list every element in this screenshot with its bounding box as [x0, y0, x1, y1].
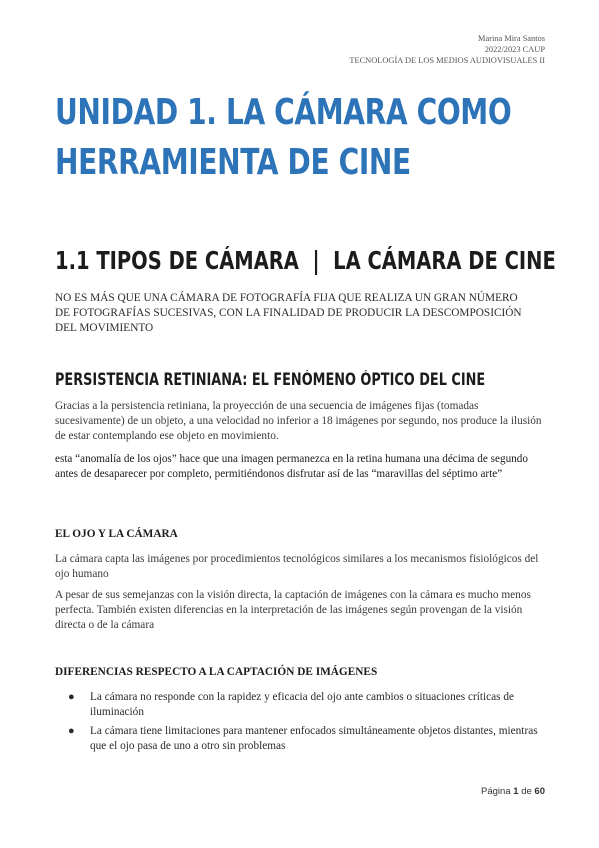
differences-heading: DIFERENCIAS RESPECTO A LA CAPTACIÓN DE IMÁGENES	[55, 666, 378, 678]
eye-heading: EL OJO Y LA CÁMARA	[55, 528, 178, 540]
intro-paragraph: NO ES MÁS QUE UNA CÁMARA DE FOTOGRAFÍA FIJA QUE REALIZA UN GRAN NÚMERO DE FOTOGRAFÍAS SUCESIVAS, CON LA FINALIDAD DE PRODUCIR LA DESCOMPOSICIÓN DEL MOVIMIENTO	[55, 292, 522, 334]
list-item-text: La cámara tiene limitaciones para mantener enfocados simultáneamente objetos distantes, mientras que el ojo pasa de uno a otro sin problemas	[90, 725, 538, 752]
subsection-heading: PERSISTENCIA RETINIANA: EL FENÓMENO ÓPTICO DEL CINE	[55, 370, 486, 389]
page-header	[349, 33, 545, 66]
page-current: 1	[513, 786, 519, 797]
header-subject: TECNOLOGÍA DE LOS MEDIOS AUDIOVISUALES II	[349, 56, 545, 65]
title-line-2: HERRAMIENTA DE CINE	[55, 142, 411, 183]
page-label: Página	[481, 786, 511, 797]
page-total: 60	[534, 786, 545, 797]
title-line-1: UNIDAD 1. LA CÁMARA COMO	[55, 92, 512, 133]
section-heading: 1.1 TIPOS DE CÁMARA | LA CÁMARA DE CINE	[55, 246, 556, 275]
bullet-icon: ●	[68, 691, 75, 703]
of-label: de	[521, 786, 532, 797]
document-title	[55, 88, 512, 188]
header-author: Marina Mira Santos	[478, 34, 545, 43]
list-item	[55, 690, 547, 720]
eye-paragraph-1: La cámara capta las imágenes por procedimientos tecnológicos similares a los mecanismos fisiológicos del ojo humano	[55, 553, 539, 581]
persistence-paragraph: Gracias a la persistencia retiniana, la proyección de una secuencia de imágenes fijas (tomadas sucesivamente) de un objeto, a una velocidad no inferior a 18 imágenes por segundo, nos produce la ilusión de estar contemplando ese objeto en movimiento.	[55, 400, 542, 443]
differences-list	[55, 690, 547, 758]
quote-paragraph: esta “anomalía de los ojos” hace que una imagen permanezca en la retina humana una décima de segundo antes de desaparecer por completo, permitiéndonos disfrutar así de las “maravillas del séptimo arte”	[55, 453, 528, 480]
bullet-icon: ●	[68, 725, 75, 737]
list-item	[55, 724, 547, 754]
header-year: 2022/2023 CAUP	[484, 45, 545, 54]
eye-paragraph-2: A pesar de sus semejanzas con la visión directa, la captación de imágenes con la cámara es mucho menos perfecta. También existen diferencias en la interpretación de las imágenes según provengan de la visión directa o de la cámara	[55, 589, 531, 632]
list-item-text: La cámara no responde con la rapidez y eficacia del ojo ante cambios o situaciones críticas de iluminación	[90, 691, 515, 718]
page-footer	[481, 786, 545, 797]
